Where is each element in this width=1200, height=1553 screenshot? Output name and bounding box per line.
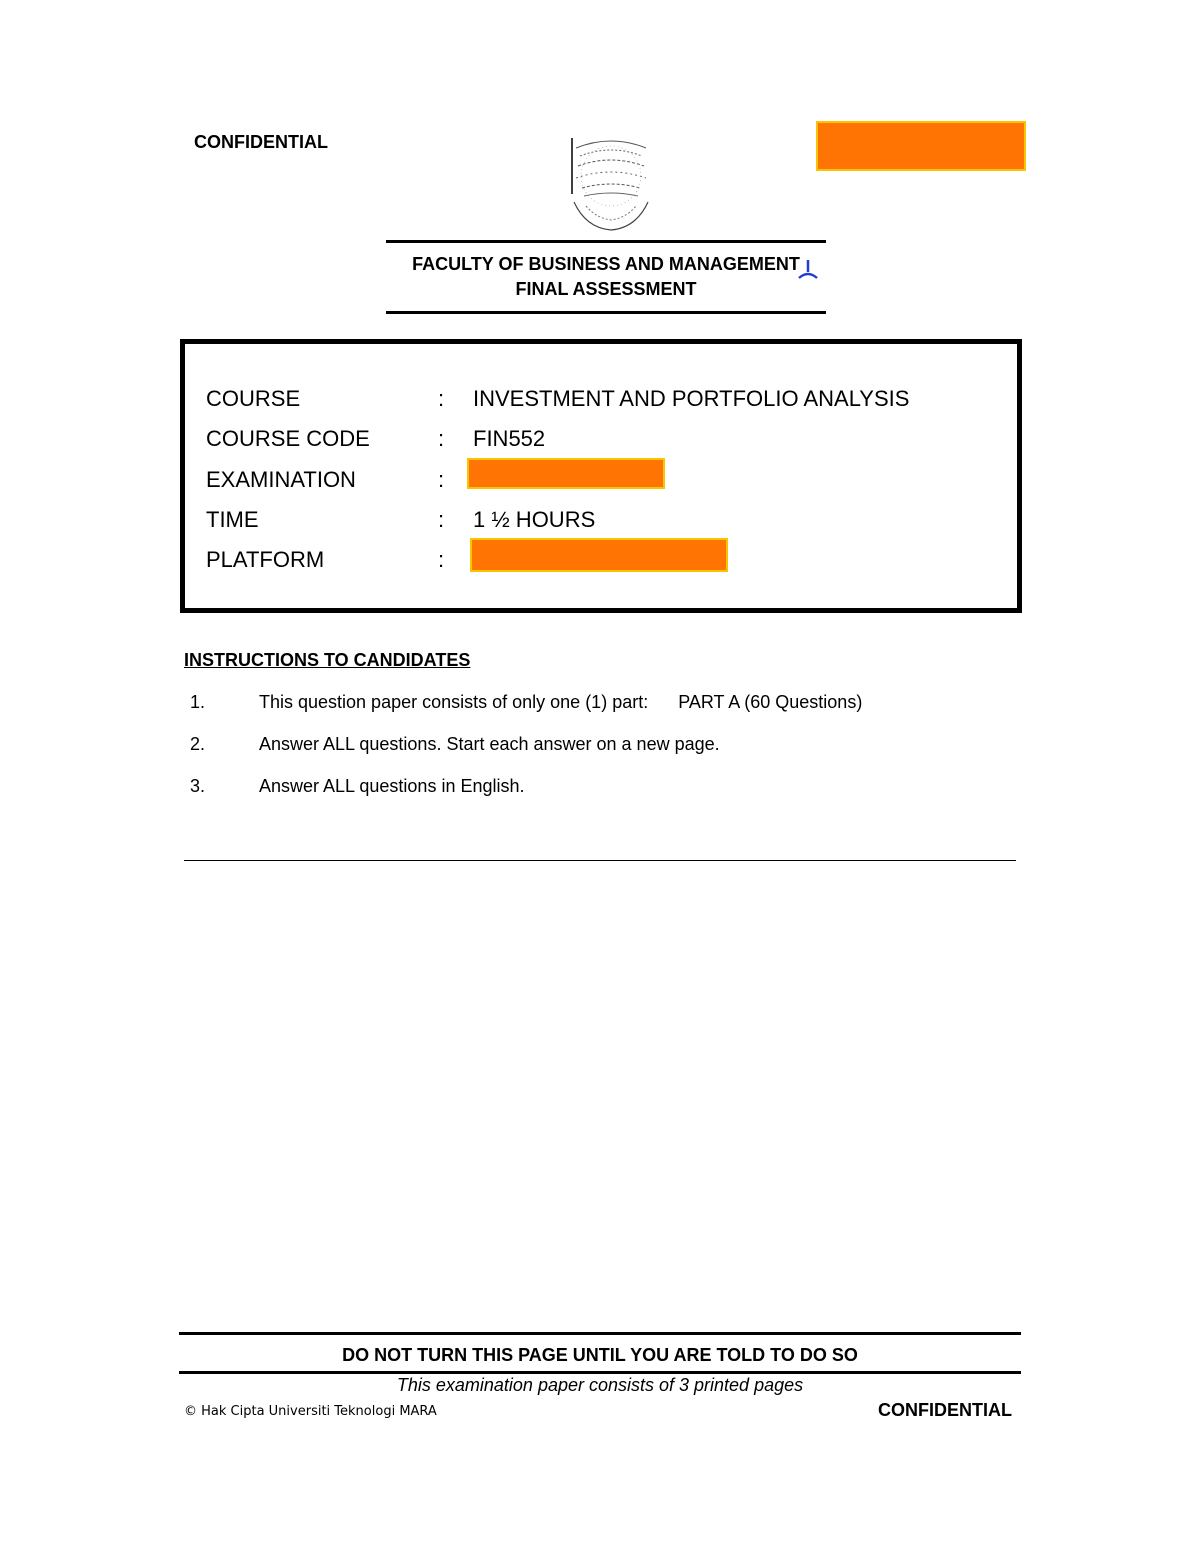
time-colon: : bbox=[438, 507, 445, 532]
course-code-label: COURSE CODE bbox=[206, 426, 370, 451]
platform-colon: : bbox=[438, 547, 445, 572]
assessment-title: FINAL ASSESSMENT bbox=[515, 279, 697, 299]
blue-caret-marker-icon bbox=[797, 258, 819, 280]
header-rule-bottom bbox=[386, 311, 826, 314]
footer-rule-bottom bbox=[179, 1371, 1021, 1374]
platform-redaction bbox=[470, 538, 728, 572]
examination-colon: : bbox=[438, 467, 445, 492]
do-not-turn-warning: DO NOT TURN THIS PAGE UNTIL YOU ARE TOLD TO DO SO bbox=[342, 1345, 858, 1365]
examination-label: EXAMINATION bbox=[206, 467, 356, 492]
faculty-title: FACULTY OF BUSINESS AND MANAGEMENT bbox=[412, 254, 800, 274]
copyright-notice: © Hak Cipta Universiti Teknologi MARA bbox=[184, 1404, 437, 1419]
course-info-box bbox=[180, 339, 1022, 613]
redaction-block-top bbox=[816, 121, 1026, 171]
confidential-label-bottom: CONFIDENTIAL bbox=[878, 1400, 1012, 1420]
instruction-text: Answer ALL questions in English. bbox=[259, 776, 525, 796]
time-label: TIME bbox=[206, 507, 259, 532]
university-crest-icon bbox=[566, 136, 656, 232]
platform-label: PLATFORM bbox=[206, 547, 325, 572]
instruction-number: 3. bbox=[190, 776, 206, 796]
confidential-label-top: CONFIDENTIAL bbox=[194, 132, 328, 152]
footer-rule-top bbox=[179, 1332, 1021, 1335]
section-divider bbox=[184, 860, 1016, 861]
course-code-colon: : bbox=[438, 426, 445, 451]
instruction-text: Answer ALL questions. Start each answer on a new page. bbox=[259, 734, 720, 754]
printed-pages-note: This examination paper consists of 3 printed pages bbox=[396, 1375, 804, 1395]
instructions-heading: INSTRUCTIONS TO CANDIDATES bbox=[184, 650, 471, 670]
instruction-number: 1. bbox=[190, 692, 206, 712]
examination-redaction bbox=[467, 458, 665, 489]
course-colon: : bbox=[438, 386, 445, 411]
instruction-text: This question paper consists of only one (1) part: PART A (60 Questions) bbox=[259, 692, 863, 712]
course-code-value: FIN552 bbox=[473, 426, 546, 451]
time-value: 1 ½ HOURS bbox=[473, 507, 596, 532]
instruction-number: 2. bbox=[190, 734, 206, 754]
header-rule-top bbox=[386, 240, 826, 243]
course-value: INVESTMENT AND PORTFOLIO ANALYSIS bbox=[473, 386, 910, 411]
course-label: COURSE bbox=[206, 386, 301, 411]
